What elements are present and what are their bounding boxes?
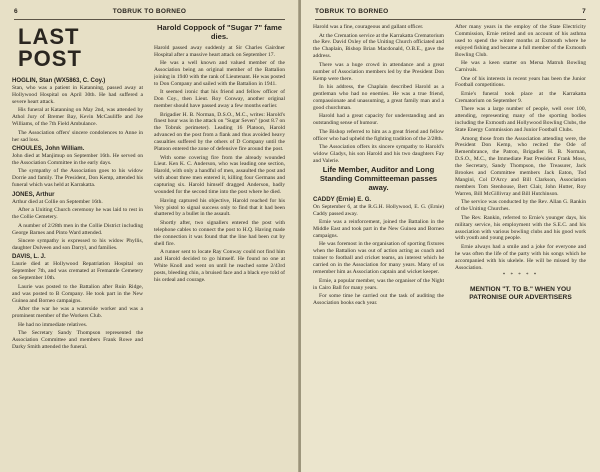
article-paragraph: On September 6, at the R.G.H. Hollywood, E. G. (Ernie) Caddy passed away. bbox=[313, 203, 444, 217]
article-paragraph: After the war he was a waterside worker and was a prominent member of the Workers Club. bbox=[12, 306, 143, 319]
article-paragraph: The Rev. Rankin, referred to Ernie's younger days, his military service, his employment with the S.E.C. and his association with various bowling clubs and his good work with youth and young people. bbox=[455, 214, 586, 242]
advertiser-notice: MENTION "T. TO B." WHEN YOU PATRONISE OUR ADVERTISERS bbox=[469, 286, 572, 302]
article-paragraph: Ernie's funeral took place at the Karrakatta Crematorium on September 9. bbox=[455, 90, 586, 104]
article-paragraph: The service was conducted by the Rev. Allan G. Rankin of the Uniting Churches. bbox=[455, 199, 586, 213]
left-page bbox=[0, 0, 299, 472]
article-paragraph: Having captured his objective, Harold reached for his Very pistol to signal success only to find that it had been shattered by a bullet in the assault. bbox=[154, 197, 285, 218]
obituary-name-heading: JONES, Arthur bbox=[12, 190, 55, 198]
article-paragraph: With some covering fire from the already wounded Lieut. Ken K. C. Anderson, who was leading one section, Harold, with only a handful of men, assaulted the post and with about three men entered it, killing four Germans and capturing six. Harold himself dragged Anderson, badly wounded for the second time into the post where he died. bbox=[154, 154, 285, 196]
left-column-1-body bbox=[12, 77, 143, 351]
article-paragraph: Ernie always had a smile and a joke for everyone and he was often the life of the party with his songs which he accompanied with his ukelele. He will be missed by the Association. bbox=[455, 243, 586, 271]
separator-stars: * * * * * bbox=[502, 273, 539, 279]
article-paragraph: Arthur died at Collie on September 16th. bbox=[12, 198, 103, 205]
article-headline: Harold Coppock of "Sugar 7" fame dies. bbox=[157, 24, 282, 41]
left-column-2-body bbox=[154, 24, 285, 284]
article-paragraph: Laurie died at Hollywood Repatriation Hospital on September 7th, and was cremated at Fremantle Cemetery on September 10th. bbox=[12, 261, 143, 282]
right-head-rule bbox=[315, 19, 586, 20]
article-paragraph: John died at Manjimup on September 16th. He served on the Association Committee in the early days. bbox=[12, 153, 143, 166]
article-paragraph: One of his interests in recent years has been the Junior Football competitions. bbox=[455, 75, 586, 89]
article-paragraph: For some time he carried out the task of auditing the Association books each year. bbox=[313, 293, 444, 306]
article-paragraph: He had no immediate relatives. bbox=[18, 321, 88, 328]
left-column-1 bbox=[12, 24, 143, 466]
article-paragraph: Harold had a great capacity for understanding and an outstanding sense of humour. bbox=[313, 113, 444, 127]
article-paragraph: There was a large number of people, well over 100, attending, representing many of the sporting bodies including the Exmouth and Hollywood Bowling Clubs, the State Energy Commission and Junior Football Clubs. bbox=[455, 106, 586, 134]
right-column-2-body bbox=[455, 24, 586, 272]
article-paragraph: The sympathy of the Association goes to his widow Dorrie and family. The President, Don Kemp, attended his funeral which was held at Karrakatta. bbox=[12, 168, 143, 189]
article-paragraph: Ernie, a popular member, was the organiser of the Night in Cairo Ball for many years. bbox=[313, 277, 444, 291]
article-paragraph: He was a keen starter on Mersa Matruh Bowling Carnivals. bbox=[455, 60, 586, 74]
article-paragraph: Harold was a fine, courageous and gallant officer. bbox=[313, 24, 424, 30]
article-paragraph: Among those from the Association attending were, the President Don Kemp, who recited the Ode of Remembrance, the Patron, Brigadier H. B. Norman, D.S.O., M.C., the Immediate Past President Frank Moss, the Secretary, Sandy Thompson, the Treasurer, Jack Brookes and Committee members Jack Eaton, Tod Mangini, Col D'Arcy and Bill Clarkson, Association members Tom Stenhouse, Bert Clair, John Hutter, Roy Warren, Bill McGillivray and Bill Hutchinson. bbox=[455, 135, 586, 197]
article-paragraph: The Association offers' sincere condolences to Anne in her sad loss. bbox=[12, 129, 143, 143]
article-paragraph: Harold passed away suddenly at Sir Charles Gairdner Hospital after a massive heart attack on September 17. bbox=[154, 44, 285, 58]
article-paragraph: Laurie was posted to the Battalion after Ruin Ridge, and was posted to B Company. He took part in the New Guinea and Borneo campaigns. bbox=[12, 283, 143, 304]
obituary-name-heading: CADDY (Ernie) E. G. bbox=[313, 195, 372, 203]
article-paragraph: After a Uniting Church ceremony he was laid to rest in the Collie Cemetery. bbox=[12, 207, 143, 221]
article-paragraph: The Secretary Sandy Thompson represented the Association Committee and members Frank Rowe and Darky Smith attended the funeral. bbox=[12, 330, 143, 350]
article-headline: Life Member, Auditor and Long Standing Committeeman passes away. bbox=[319, 165, 438, 192]
right-column-2 bbox=[455, 24, 586, 466]
article-paragraph: It seemed ironic that his friend and fellow officer of Don Coy., then Lieut. Roy Conway, another original member should have passed away a few months earlier. bbox=[154, 89, 285, 110]
obituary-name-heading: DAVIS, L. J. bbox=[12, 253, 46, 261]
right-running-head bbox=[301, 8, 600, 18]
article-paragraph: Brigadier H. B. Norman, D.S.O., M.C., writes: Harold's finest hour was in the attack on "Sugar Seven" (post 8.7 on the Tobruk perimeter). Leading 16 Platoon, Harold advanced on the post from a flank and thus avoided heavy casualties suffered by the others of D Company until the Platoon entered the zone of defensive fire around the post. bbox=[154, 111, 285, 153]
right-page-number: 7 bbox=[582, 8, 586, 15]
article-paragraph: In his address, the Chaplain described Harold as a gentleman who had no enemies. He was a true friend, compassionate and unassuming, a great family man and a good churchman. bbox=[313, 84, 444, 111]
left-page-number: 6 bbox=[14, 8, 18, 15]
left-head-rule bbox=[14, 19, 285, 20]
article-paragraph: The Bishop referred to him as a great friend and fellow officer who had upheld the fighting tradition of the 2/28th. bbox=[313, 128, 444, 142]
article-paragraph: A runner sent to locate Ray Conway could not find him and Harold decided to go himself. He found no one at White Knoll and went on until he reached some 2/43rd posts, bleeding chin, a bruised face and a black eye told of his ordeal and courage. bbox=[154, 249, 285, 283]
right-column-1-body bbox=[313, 24, 444, 307]
left-running-title: TOBRUK TO BORNEO bbox=[112, 8, 187, 15]
article-paragraph: Stan, who was a patient in Katanning, passed away at Hollywood Hospital on April 30th. He had suffered a severe heart attack. bbox=[12, 85, 143, 105]
article-paragraph: At the Cremation service at the Karrakatta Crematorium the Rev. David Oxley of the Uniting Church officiated and the Chaplain, Bishop Brian Macdonald, O.B.E., gave the address. bbox=[313, 32, 444, 60]
article-paragraph: The Association offers its sincere sympathy to Harold's widow Gladys, his son Harold and his two daughters Fay and Valerie. bbox=[313, 144, 444, 164]
article-paragraph: Shortly after, two signallers entered the post with telephone cables to connect the post to H.Q. Having made the connection it was found that the line had been cut by shell fire. bbox=[154, 219, 285, 247]
article-paragraph: He was a well known and valued member of the Association being an original member of the Battalion joining in 1940 with the rank of Lieutenant. He was posted to Don Company and sailed with the Battalion in 1941. bbox=[154, 60, 285, 87]
section-title: LAST POST bbox=[18, 24, 82, 71]
article-paragraph: He was foremost in the organisation of sporting fixtures when the Battalion was out of action acting as coach and trainer to football and cricket teams, an interest which he carried on in the Association for many years. Many of us remember him as Association captain and wicket keeper. bbox=[313, 241, 444, 276]
article-paragraph: A number of 2/28th men in the Collie District including George Barnes and Pinto Ward attended. bbox=[12, 222, 143, 236]
article-paragraph: Ernie was a reinforcement, joined the Battalion in the Middle East and took part in the New Guinea and Borneo campaigns. bbox=[313, 219, 444, 239]
right-running-title: TOBRUK TO BORNEO bbox=[315, 8, 389, 15]
obituary-name-heading: HOGLIN, Stan (WX5863, C. Coy.) bbox=[12, 77, 106, 84]
left-running-head bbox=[0, 8, 299, 18]
left-column-2 bbox=[154, 24, 285, 466]
article-paragraph: There was a huge crowd in attendance and a great number of Association members led by the President Don Kemp were there. bbox=[313, 61, 444, 82]
right-page bbox=[301, 0, 600, 472]
right-column-1 bbox=[313, 24, 444, 466]
article-paragraph: After many years in the employ of the State Electricity Commission, Ernie retired and on account of his asthma used to spend the winter months at Exmouth where he enjoyed fishing and became a full member of the Exmouth Bowling Club. bbox=[455, 24, 586, 58]
article-paragraph: Sincere sympathy is expressed to his widow Phyllis, daughter Dulveen and son Darryl, and families. bbox=[12, 238, 143, 251]
obituary-name-heading: CHOULES, John William. bbox=[12, 145, 85, 153]
article-paragraph: His funeral at Katanning on May 2nd, was attended by Athol Jury of Bremer Bay, Kevin McCauliffe and Joe Williams, of the 7th Field Ambulance. bbox=[12, 107, 143, 128]
